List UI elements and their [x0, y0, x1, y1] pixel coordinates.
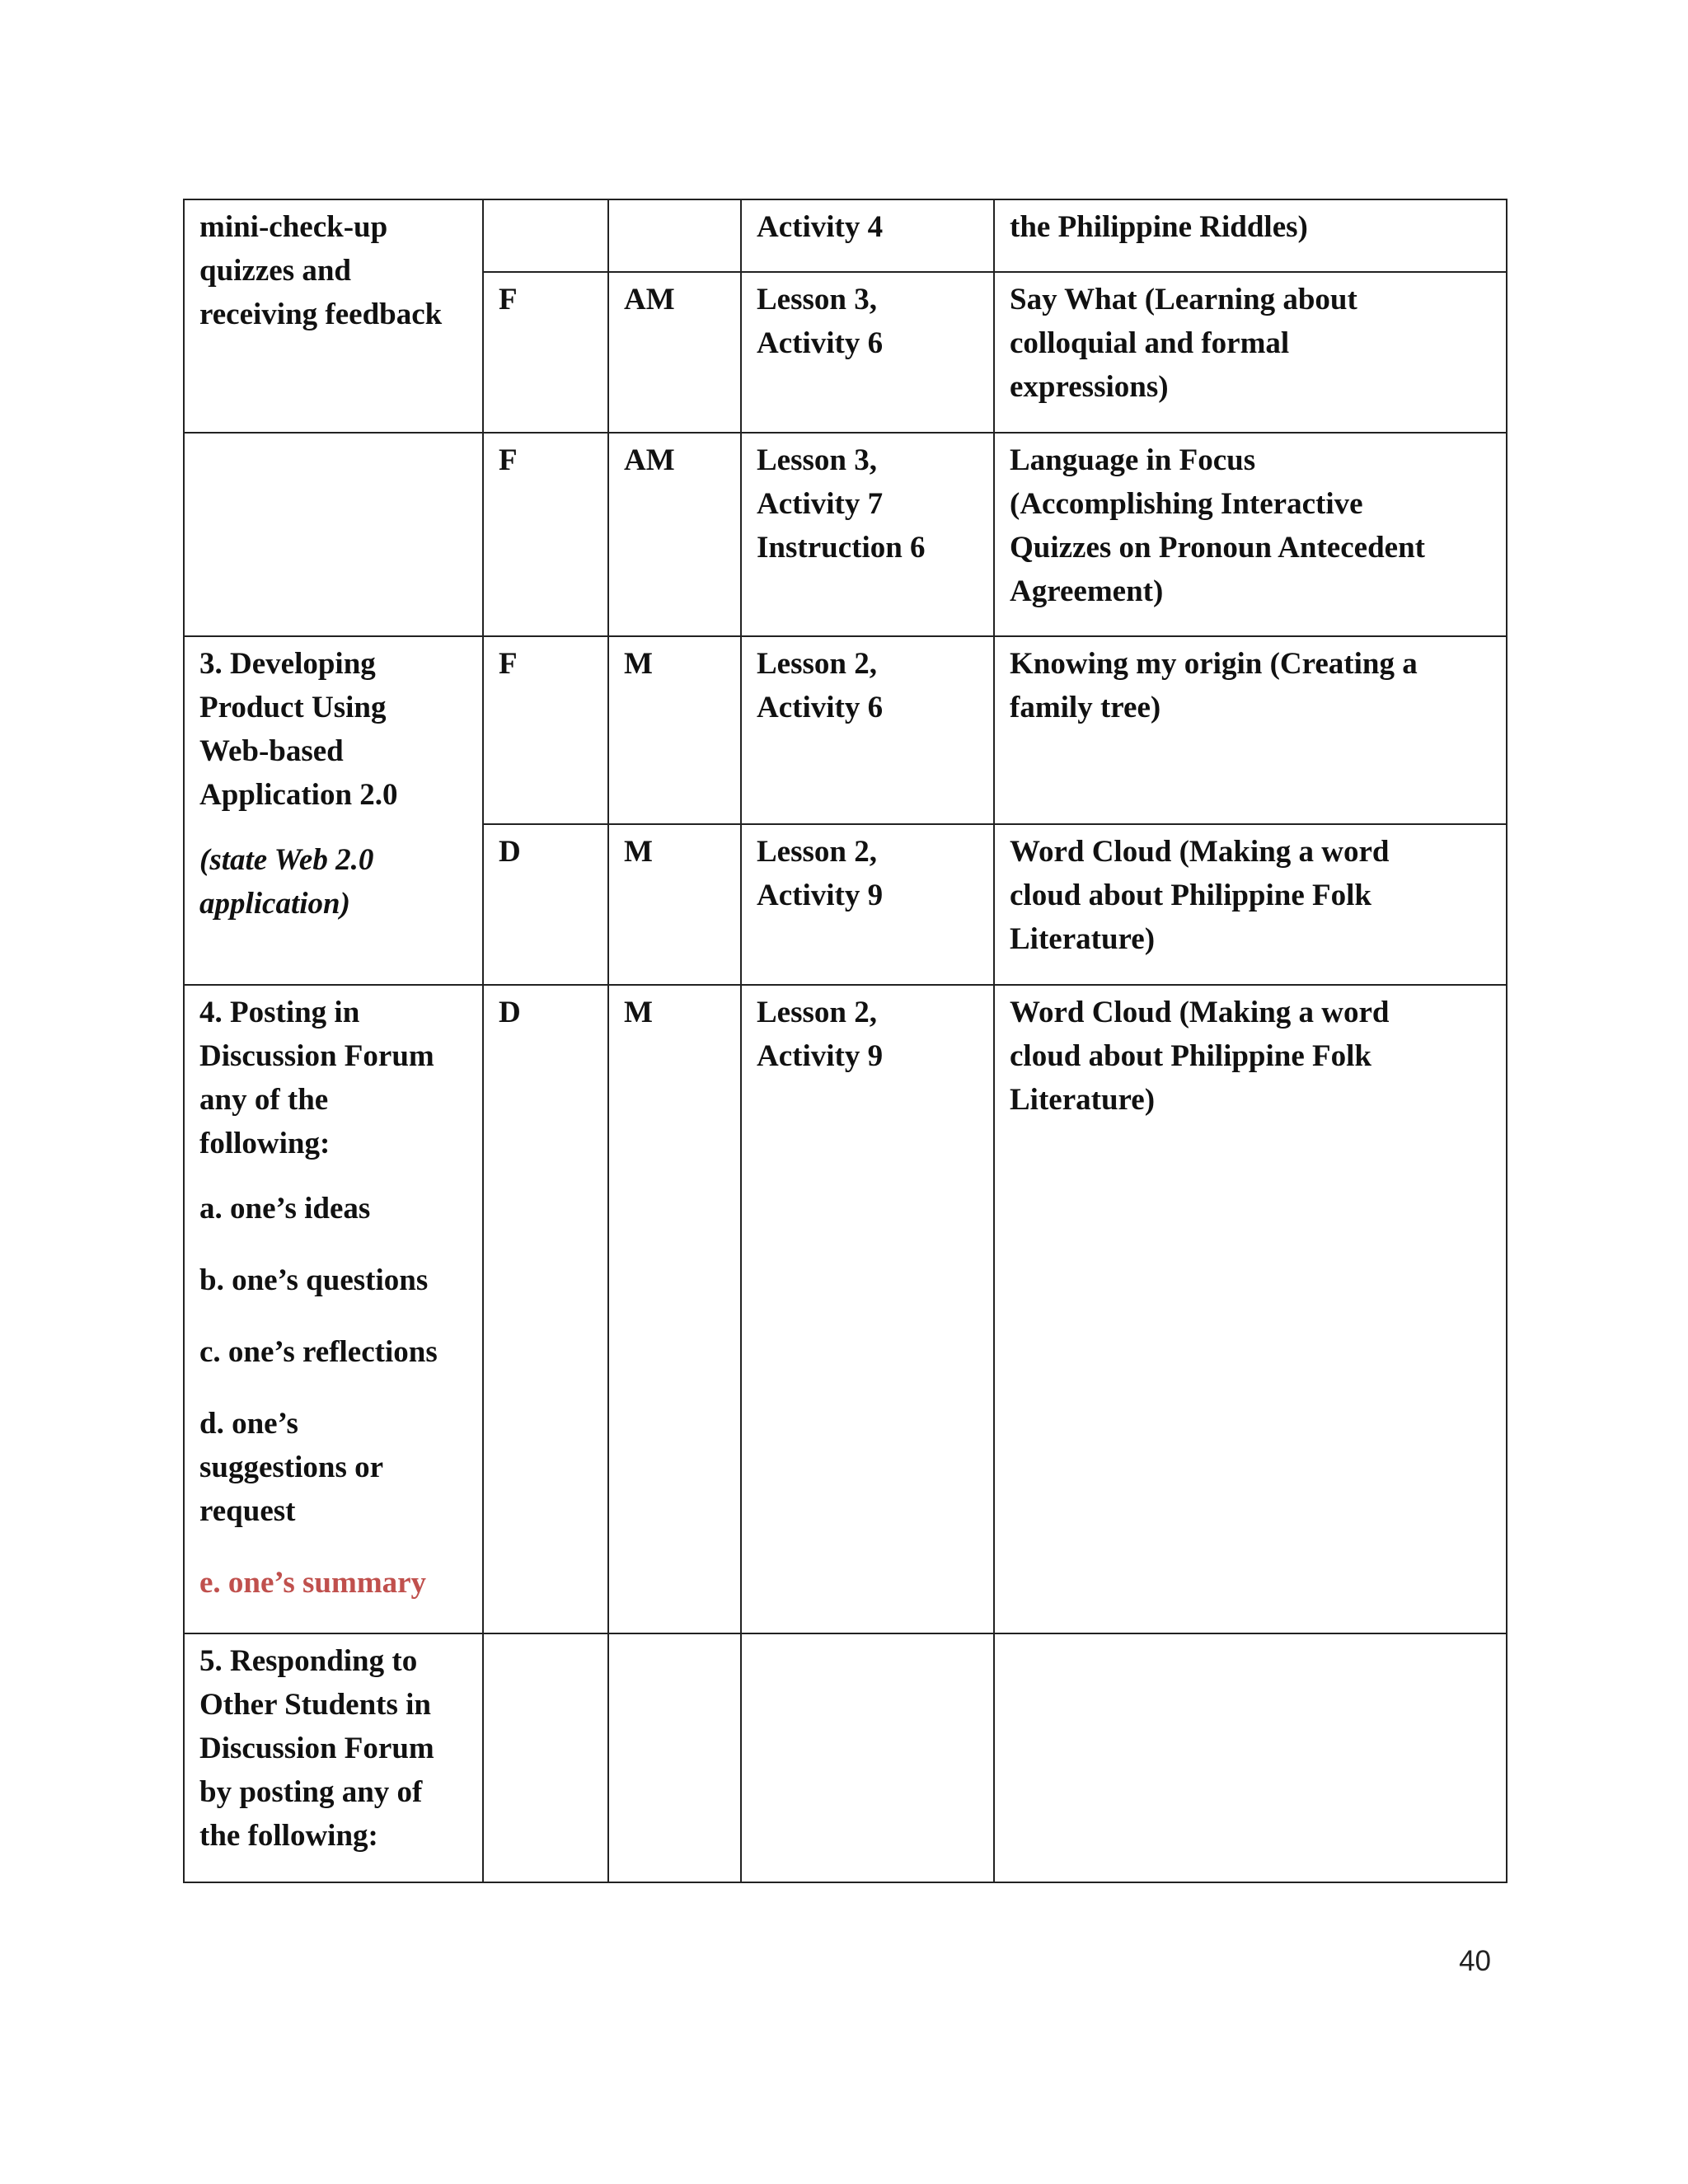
code-cell: D	[483, 985, 608, 1633]
lesson-cell	[741, 1633, 994, 1882]
criteria-cell	[184, 433, 483, 636]
lesson-cell: Lesson 3, Activity 7 Instruction 6	[741, 433, 994, 636]
activity-cell: Word Cloud (Making a word cloud about Philippine Folk Literature)	[994, 824, 1507, 985]
level-cell: M	[608, 824, 741, 985]
table-row	[184, 985, 1507, 1633]
code-cell	[483, 199, 608, 272]
code-cell: F	[483, 272, 608, 433]
table-row	[184, 636, 1507, 824]
lesson-cell: Lesson 2, Activity 9	[741, 985, 994, 1633]
level-cell: AM	[608, 272, 741, 433]
lesson-cell: Lesson 2, Activity 6	[741, 636, 994, 824]
table-row	[184, 199, 1507, 272]
web-app-note: (state Web 2.0 application)	[199, 843, 374, 921]
level-cell	[608, 199, 741, 272]
level-cell	[608, 1633, 741, 1882]
activity-cell: Say What (Learning about colloquial and formal expressions)	[994, 272, 1507, 433]
code-cell: F	[483, 636, 608, 824]
lesson-cell: Lesson 2, Activity 9	[741, 824, 994, 985]
activity-cell: the Philippine Riddles)	[994, 199, 1507, 272]
level-cell: AM	[608, 433, 741, 636]
list-item: c. one’s reflections	[199, 1335, 438, 1369]
table-row	[184, 433, 1507, 636]
criteria-cell: mini-check-up quizzes and receiving feedback	[184, 199, 483, 433]
level-cell: M	[608, 985, 741, 1633]
lesson-cell: Activity 4	[741, 199, 994, 272]
activity-cell: Knowing my origin (Creating a family tree)	[994, 636, 1507, 824]
code-cell: D	[483, 824, 608, 985]
list-item: d. one’s suggestions or request	[199, 1407, 384, 1528]
list-item-highlighted: e. one’s summary	[199, 1566, 427, 1600]
criteria-cell: 3. Developing Product Using Web-based Application 2.0 (state Web 2.0 application)	[184, 636, 483, 985]
activity-cell: Word Cloud (Making a word cloud about Philippine Folk Literature)	[994, 985, 1507, 1633]
activity-table	[183, 199, 1507, 1883]
activity-cell	[994, 1633, 1507, 1882]
criteria-cell: 4. Posting in Discussion Forum any of the following: a. one’s ideas b. one’s questions c. one’s reflections d. one’s suggestions or request e. one’s summary	[184, 985, 483, 1633]
list-item: a. one’s ideas	[199, 1192, 371, 1226]
code-cell: F	[483, 433, 608, 636]
code-cell	[483, 1633, 608, 1882]
list-item: b. one’s questions	[199, 1263, 429, 1297]
criteria-cell: 5. Responding to Other Students in Discussion Forum by posting any of the following:	[184, 1633, 483, 1882]
level-cell: M	[608, 636, 741, 824]
table-row	[184, 1633, 1507, 1882]
activity-cell: Language in Focus (Accomplishing Interactive Quizzes on Pronoun Antecedent Agreement)	[994, 433, 1507, 636]
page-number: 40	[1459, 1945, 1491, 1977]
lesson-cell: Lesson 3, Activity 6	[741, 272, 994, 433]
